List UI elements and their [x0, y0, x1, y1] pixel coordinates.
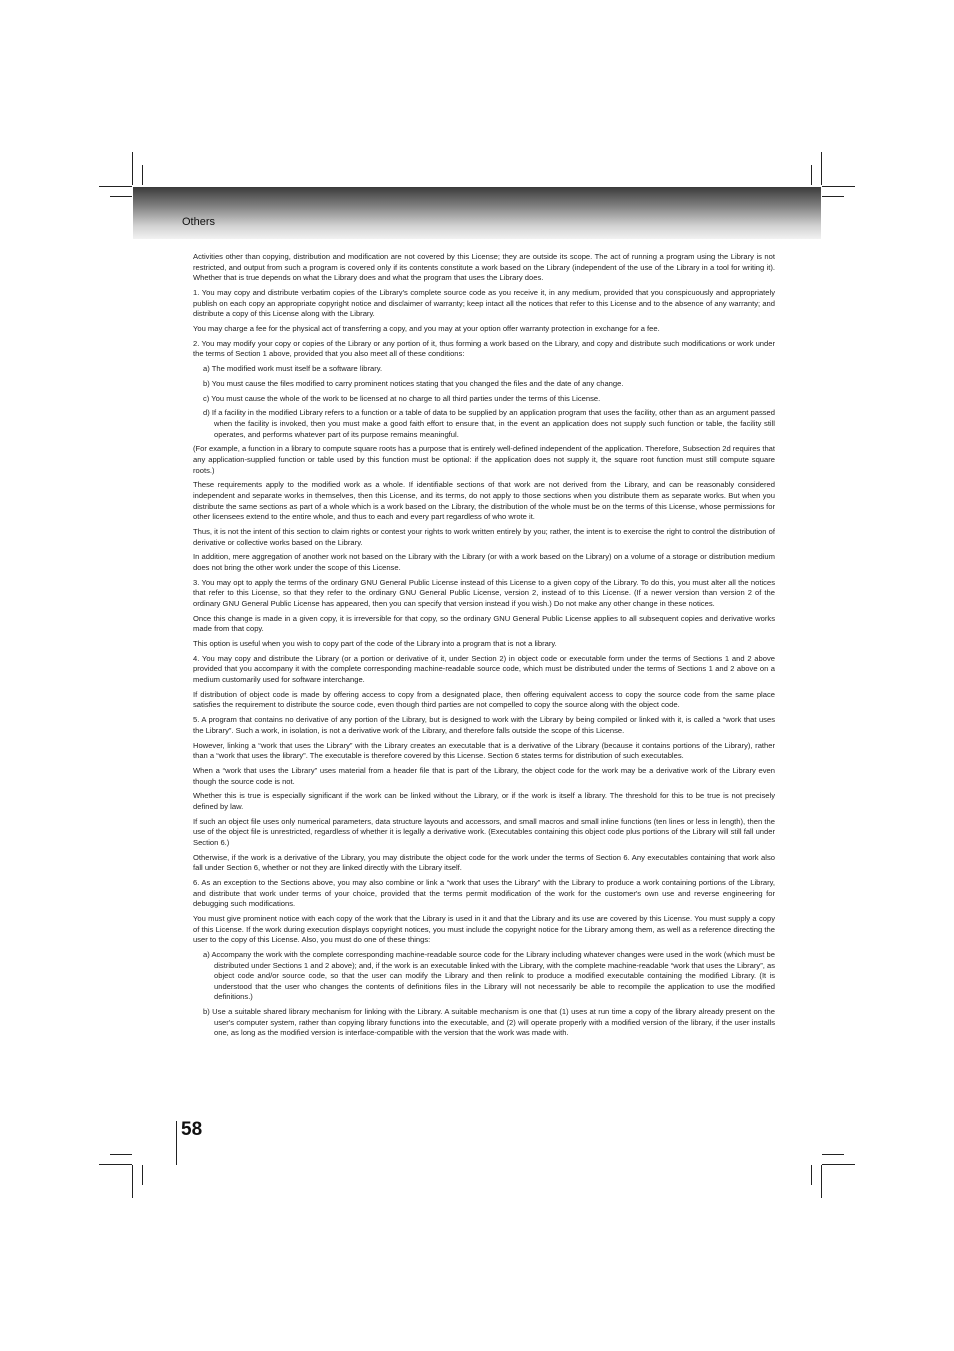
paragraph: However, linking a “work that uses the Library” with the Library creates an executable that is a derivative of the Library (because it contains portions of the Library), rather than a “work that uses the library”. The executable is therefore covered by this License. Section 6 states terms for distribution of such executables.: [193, 740, 775, 761]
paragraph: 1. You may copy and distribute verbatim copies of the Library's complete source code as you receive it, in any medium, provided that you conspicuously and appropriately publish on each copy an appropriate copyright notice and disclaimer of warranty; keep intact all the notices that refer to this License and to the absence of any warranty; and distribute a copy of this License along with the Library.: [193, 287, 775, 319]
crop-mark: [822, 196, 844, 197]
paragraph: 3. You may opt to apply the terms of the ordinary GNU General Public License instead of this License to a given copy of the Library. To do this, you must alter all the notices that refer to this License, so that they refer to the ordinary GNU General Public License, version 2, instead of to this License. (If a newer version than version 2 of the ordinary GNU General Public License has appeared, then you can specify that version instead if you wish.) Do not make any other change in these notices.: [193, 577, 775, 608]
paragraph: 2. You may modify your copy or copies of the Library or any portion of it, thus forming a work based on the Library, and copy and distribute such modifications or work under the terms of Section 1 above, provided that you also meet all of these conditions:: [193, 338, 775, 359]
list-item: c) You must cause the whole of the work to be licensed at no charge to all third parties under the terms of this License.: [203, 393, 601, 403]
paragraph: If distribution of object code is made by offering access to copy from a designated place, then offering equivalent access to copy the source code from the same place satisfies the requirement to distribute the source code, even though third parties are not compelled to copy the source along with the object code.: [193, 689, 775, 710]
paragraph: When a “work that uses the Library” uses material from a header file that is part of the Library, the object code for the work may be a derivative work of the Library even though the source code is not.: [193, 765, 775, 786]
paragraph: Thus, it is not the intent of this section to claim rights or contest your rights to work written entirely by you; rather, the intent is to exercise the right to control the distribution of derivative or collective works based on the Library.: [193, 526, 775, 547]
crop-mark: [811, 165, 812, 185]
paragraph: This option is useful when you wish to copy part of the code of the Library into a program that is not a library.: [193, 639, 557, 649]
paragraph: 5. A program that contains no derivative of any portion of the Library, but is designed to work with the Library by being compiled or linked with it, is called a “work that uses the Library”. Such a work, in isolation, is not a derivative work of the Library, and therefore falls outside the scope of this License.: [193, 715, 775, 735]
crop-mark: [821, 152, 822, 185]
header-band: [133, 187, 821, 239]
paragraph: 4. You may copy and distribute the Library (or a portion or derivative of it, under Section 2) in object code or executable form under the terms of Sections 1 and 2 above provided that you accompany it with the complete corresponding machine-readable source code, which must be distributed under the terms of Sections 1 and 2 above on a medium customarily used for software interchange.: [193, 653, 775, 684]
paragraph: Once this change is made in a given copy, it is irreversible for that copy, so the ordinary GNU General Public License applies to all subsequent copies and derivative works made from that copy.: [193, 613, 775, 634]
crop-mark: [99, 186, 132, 187]
paragraph: Whether this is true is especially significant if the work can be linked without the Library, or if the work is itself a library. The threshold for this to be true is not precisely defined by law.: [193, 791, 775, 811]
list-item: b) You must cause the files modified to carry prominent notices stating that you changed the files and the date of any change.: [203, 378, 624, 388]
crop-mark: [142, 1165, 143, 1185]
crop-mark: [132, 152, 133, 185]
paragraph: These requirements apply to the modified work as a whole. If identifiable sections of that work are not derived from the Library, and can be reasonably considered independent and separate works in themselves, then this License, and its terms, do not apply to those sections when you distribute them as separate works. But when you distribute the same sections as part of a whole which is a work based on the Library, the distribution of the whole must be on the terms of this License, whose permissions for other licensees extend to the entire whole, and thus to each and every part regardless of who wrote it.: [193, 480, 775, 522]
paragraph: If such an object file uses only numerical parameters, data structure layouts and accessors, and small macros and small inline functions (ten lines or less in length), then the use of the object file is unrestricted, regardless of whether it is legally a derivative work. (Executables containing this object code plus portions of the Library will still fall under Section 6.): [193, 816, 775, 847]
crop-mark: [822, 1154, 844, 1155]
list-item: b) Use a suitable shared library mechanism for linking with the Library. A suitable mechanism is one that (1) uses at run time a copy of the library already present on the user's computer system, rather than copying library functions into the executable, and (2) will operate properly with a modified version of the library, if the user installs one, as long as the modified version is interface-compatible with the version that the work was made with.: [203, 1007, 775, 1038]
paragraph: In addition, mere aggregation of another work not based on the Library with the Library (or with a work based on the Library) on a volume of a storage or distribution medium does not bring the other work under the scope of this License.: [193, 552, 775, 572]
crop-mark: [132, 1165, 133, 1198]
paragraph: Otherwise, if the work is a derivative of the Library, you may distribute the object code for the work under the terms of Section 6. Any executables containing that work also fall under Section 6, whether or not they are linked directly with the Library itself.: [193, 852, 775, 873]
list-item: a) Accompany the work with the complete corresponding machine-readable source code for the Library including whatever changes were used in the work (which must be distributed under Sections 1 and 2 above); and, if the work is an executable linked with the Library, with the complete machine-readable “work that uses the Library”, as object code and/or source code, so that the user can modify the Library and then relink to produce a modified executable containing the modified Library. (It is understood that the user who changes the contents of definitions files in the Library will not necessarily be able to recompile the application to use the modified definitions.): [203, 949, 775, 1002]
paragraph: Activities other than copying, distribution and modification are not covered by this License; they are outside its scope. The act of running a program using the Library is not restricted, and output from such a program is covered only if its contents constitute a work based on the Library (independent of the use of the Library in a tool for writing it). Whether that is true depends on what the Library does and what the program that uses the Library does.: [193, 252, 775, 283]
crop-mark: [811, 1165, 812, 1185]
crop-mark: [822, 186, 855, 187]
page-number-rule: [176, 1121, 177, 1165]
paragraph: (For example, a function in a library to compute square roots has a purpose that is entirely well-defined independent of the application. Therefore, Subsection 2d requires that any application-supplied function or table used by this function must be optional: if the application does not supply it, the square root function must still compute square roots.): [193, 444, 775, 475]
crop-mark: [822, 1164, 855, 1165]
license-text: [193, 252, 775, 1043]
crop-mark: [110, 196, 132, 197]
paragraph: You must give prominent notice with each copy of the work that the Library is used in it and that the Library and its use are covered by this License. You must supply a copy of this License. If the work during execution displays copyright notices, you must include the copyright notice for the Library among them, as well as a reference directing the user to the copy of this License. Also, you must do one of these things:: [193, 913, 775, 945]
list-item: d) If a facility in the modified Library refers to a function or a table of data to be supplied by an application program that uses the facility, other than as an argument passed when the facility is invoked, then you must make a good faith effort to ensure that, in the event an application does not supply such function or table, the facility still operates, and performs whatever part of its purpose remains meaningful.: [203, 408, 775, 439]
page-number: 58: [181, 1119, 203, 1140]
list-item: a) The modified work must itself be a software library.: [203, 364, 383, 374]
crop-mark: [142, 165, 143, 185]
paragraph: 6. As an exception to the Sections above, you may also combine or link a “work that uses the Library” with the Library to produce a work containing portions of the Library, and distribute that work under terms of your choice, provided that the terms permit modification of the work for the customer's own use and reverse engineering for debugging such modifications.: [193, 878, 775, 909]
crop-mark: [99, 1164, 132, 1165]
paragraph: You may charge a fee for the physical act of transferring a copy, and you may at your option offer warranty protection in exchange for a fee.: [193, 323, 660, 333]
crop-mark: [821, 1165, 822, 1198]
crop-mark: [110, 1154, 132, 1155]
section-title: Others: [182, 216, 216, 228]
